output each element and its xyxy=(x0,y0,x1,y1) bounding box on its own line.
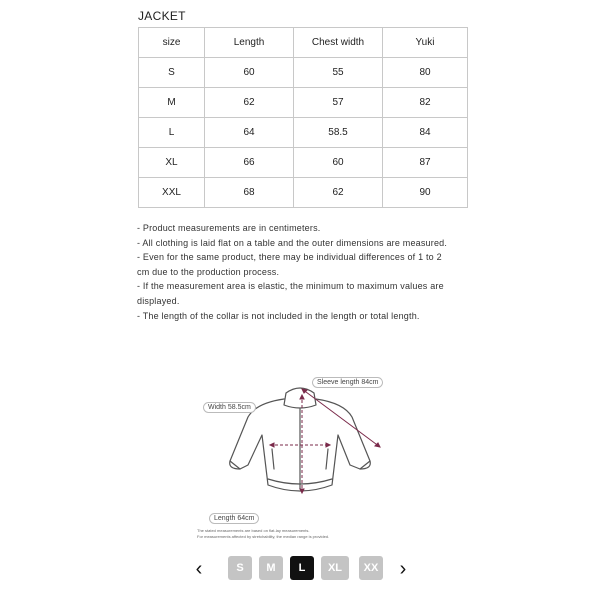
table-cell: 58.5 xyxy=(294,118,383,148)
table-cell: 82 xyxy=(383,88,468,118)
table-cell: 90 xyxy=(383,178,468,208)
table-cell: 55 xyxy=(294,58,383,88)
table-cell: 62 xyxy=(294,178,383,208)
size-button-m[interactable]: M xyxy=(259,556,283,580)
fine-print-1: The stated measurements are based on flat-lay measurements. xyxy=(197,528,310,533)
table-cell: 60 xyxy=(294,148,383,178)
size-selector xyxy=(190,554,420,584)
size-button-s[interactable]: S xyxy=(228,556,252,580)
table-row xyxy=(139,88,468,118)
column-header-size: size xyxy=(139,28,205,58)
table-header-row xyxy=(139,28,468,58)
length-label: Length 64cm xyxy=(209,513,259,524)
note-line: - The length of the collar is not included in the length or total length. xyxy=(137,310,420,321)
column-header-length: Length xyxy=(205,28,294,58)
note-line: - Product measurements are in centimeters. xyxy=(137,223,321,233)
table-row xyxy=(139,118,468,148)
fine-print-2: For measurements affected by stretchability, the median range is provided. xyxy=(197,534,330,539)
note-line: displayed. xyxy=(137,295,180,306)
table-cell: 87 xyxy=(383,148,468,178)
table-cell: M xyxy=(139,88,205,118)
table-cell: XL xyxy=(139,148,205,178)
chevron-right-icon[interactable]: › xyxy=(399,558,407,580)
table-cell: 66 xyxy=(205,148,294,178)
table-cell: L xyxy=(139,118,205,148)
table-row xyxy=(139,58,468,88)
note-line: - All clothing is laid flat on a table and the outer dimensions are measured. xyxy=(137,237,448,248)
size-button-xx[interactable]: XX xyxy=(359,556,383,580)
table-cell: 80 xyxy=(383,58,468,88)
table-cell: S xyxy=(139,58,205,88)
note-line: - Even for the same product, there may be individual differences of 1 to 2 xyxy=(137,252,442,263)
size-button-l[interactable]: L xyxy=(290,556,314,580)
table-cell: 68 xyxy=(205,178,294,208)
measurement-notes xyxy=(137,221,477,323)
jacket-measurement-diagram xyxy=(190,365,420,545)
size-button-xl[interactable]: XL xyxy=(321,556,349,580)
chevron-left-icon[interactable]: ‹ xyxy=(195,558,203,580)
column-header-chest-width: Chest width xyxy=(294,28,383,58)
table-cell: 62 xyxy=(205,88,294,118)
width-label: Width 58.5cm xyxy=(203,402,256,413)
page-title: JACKET xyxy=(138,9,186,23)
table-row xyxy=(139,148,468,178)
table-row xyxy=(139,178,468,208)
table-cell: 64 xyxy=(205,118,294,148)
table-cell: 60 xyxy=(205,58,294,88)
table-cell: 57 xyxy=(294,88,383,118)
sleeve-length-label: Sleeve length 84cm xyxy=(312,377,383,388)
table-cell: 84 xyxy=(383,118,468,148)
size-chart-table xyxy=(138,27,468,208)
note-line: cm due to the production process. xyxy=(137,266,280,277)
column-header-yuki: Yuki xyxy=(383,28,468,58)
note-line: - If the measurement area is elastic, the minimum to maximum values are xyxy=(137,281,444,292)
table-cell: XXL xyxy=(139,178,205,208)
